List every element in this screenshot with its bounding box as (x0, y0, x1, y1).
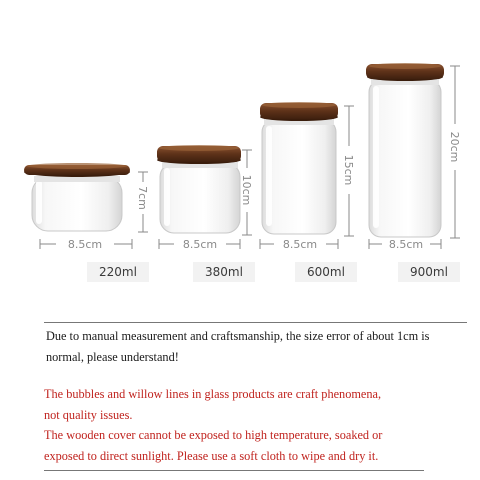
height-label-900ml: 20cm (448, 131, 461, 163)
capacity-label-900ml: 900ml (398, 262, 460, 282)
divider-top (44, 322, 467, 323)
capacity-label-600ml: 600ml (295, 262, 357, 282)
warning-line-2: not quality issues. (44, 407, 133, 422)
width-label-220ml: 8.5cm (67, 238, 103, 251)
height-label-380ml: 10cm (240, 174, 253, 206)
width-label-600ml: 8.5cm (282, 238, 318, 251)
size-error-note: Due to manual measurement and craftsmanship, the size error of about 1cm is normal, please understand! (46, 329, 430, 364)
jar-220ml (24, 163, 130, 231)
warning-block (44, 384, 474, 466)
jar-900ml (366, 63, 444, 237)
capacity-label-220ml: 220ml (87, 262, 149, 282)
jar-600ml (260, 102, 338, 234)
height-label-600ml: 15cm (342, 154, 355, 186)
width-label-380ml: 8.5cm (182, 238, 218, 251)
divider-bottom (44, 470, 424, 471)
height-label-220ml: 7cm (136, 186, 149, 210)
width-label-900ml: 8.5cm (388, 238, 424, 251)
warning-line-4: exposed to direct sunlight. Please use a soft cloth to wipe and dry it. (44, 448, 379, 463)
capacity-label-380ml: 380ml (193, 262, 255, 282)
warning-line-3: The wooden cover cannot be exposed to high temperature, soaked or (44, 428, 383, 442)
warning-line-1: The bubbles and willow lines in glass products are craft phenomena, (44, 387, 382, 401)
jar-380ml (157, 145, 241, 233)
